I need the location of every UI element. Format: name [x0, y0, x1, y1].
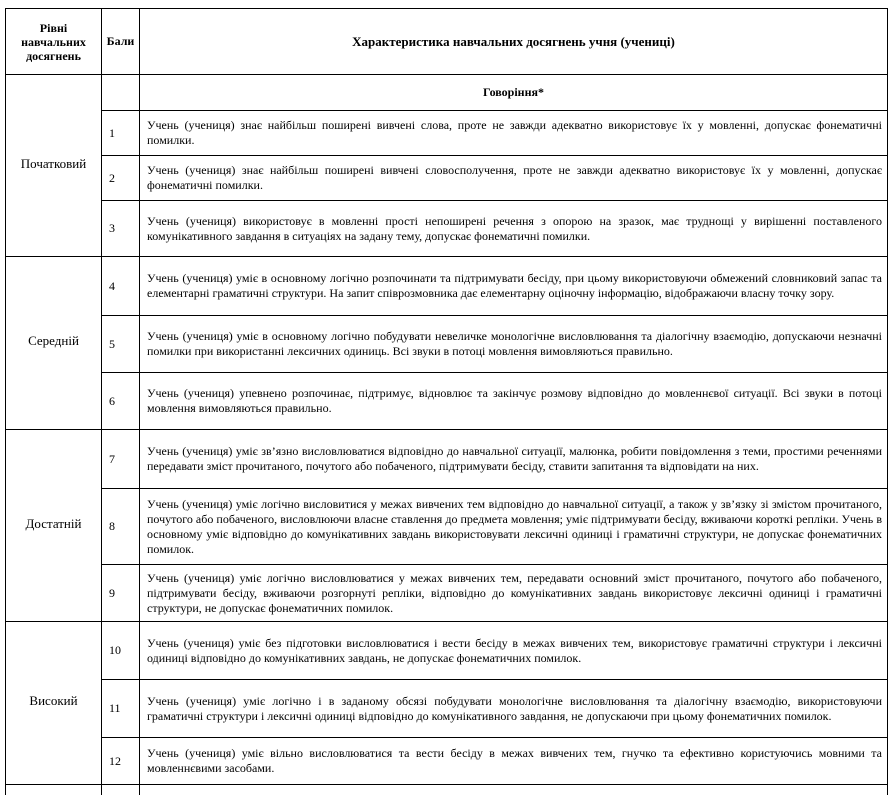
table-row: [6, 316, 888, 373]
continuation-cell: [102, 785, 140, 795]
table-row: [6, 111, 888, 156]
header-description: Характеристика навчальних досягнень учня (учениці): [140, 9, 888, 75]
score-cell: 8: [102, 489, 140, 565]
score-cell: 5: [102, 316, 140, 373]
description-cell: Учень (учениця) уміє вільно висловлюватися та вести бесіду в межах вивчених тем, гнучко та ефективно користуючись мовними та мовленнєвими засобами.: [140, 738, 888, 785]
header-score: Бали: [102, 9, 140, 75]
section-empty-cell: [102, 75, 140, 111]
header-row: [6, 9, 888, 75]
level-middle: Середній: [6, 257, 102, 430]
score-cell: 3: [102, 201, 140, 257]
table-row: [6, 489, 888, 565]
score-cell: 10: [102, 622, 140, 680]
table-row: [6, 738, 888, 785]
section-row: [6, 75, 888, 111]
score-cell: 4: [102, 257, 140, 316]
level-high: Високий: [6, 622, 102, 785]
score-cell: 1: [102, 111, 140, 156]
description-cell: Учень (учениця) знає найбільш поширені вивчені словосполучення, проте не завжди адекватно використовує їх у мовленні, допускає фонематичні помилки.: [140, 156, 888, 201]
continuation-cell: [140, 785, 888, 795]
description-cell: Учень (учениця) уміє зв’язно висловлюватися відповідно до навчальної ситуації, малюнка, робити повідомлення з теми, простими реченнями передавати зміст прочитаного, почутого або побаченого, підтримувати бесіду, ставити запитання та відповідати на них.: [140, 430, 888, 489]
header-levels: Рівні навчальних досягнень: [6, 9, 102, 75]
table-continuation-row: [6, 785, 888, 795]
score-cell: 2: [102, 156, 140, 201]
assessment-table: [5, 8, 888, 795]
description-cell: Учень (учениця) уміє в основному логічно розпочинати та підтримувати бесіду, при цьому використовуючи обмежений словниковий запас та елементарні граматичні структури. На запит співрозмовника дає елементарну оціночну інформацію, відображаючи власну точку зору.: [140, 257, 888, 316]
description-cell: Учень (учениця) використовує в мовленні прості непоширені речення з опорою на зразок, має труднощі у вирішенні поставленого комунікативного завдання в ситуаціях на задану тему, допускає фонематичні помилки.: [140, 201, 888, 257]
table-row: [6, 373, 888, 430]
table-row: [6, 201, 888, 257]
table-row: [6, 430, 888, 489]
description-cell: Учень (учениця) уміє логічно висловлюватися у межах вивчених тем, передавати основний зміст прочитаного, почутого або побаченого, підтримувати бесіду, вживаючи розгорнуті репліки, відповідно до комунікативних завдань використовує лексичні одиниці і граматичні структури, не допускає фонематичних помилок.: [140, 565, 888, 622]
table-row: [6, 257, 888, 316]
table-row: [6, 622, 888, 680]
description-cell: Учень (учениця) уміє в основному логічно побудувати невеличке монологічне висловлювання та діалогічну взаємодію, допускаючи незначні помилки при використанні лексичних одиниць. Всі звуки в потоці мовлення вимовляються правильно.: [140, 316, 888, 373]
description-cell: Учень (учениця) знає найбільш поширені вивчені слова, проте не завжди адекватно використовує їх у мовленні, допускає фонематичні помилки.: [140, 111, 888, 156]
level-sufficient: Достатній: [6, 430, 102, 622]
score-cell: 11: [102, 680, 140, 738]
score-cell: 12: [102, 738, 140, 785]
continuation-cell: [6, 785, 102, 795]
description-cell: Учень (учениця) уміє логічно висловитися у межах вивчених тем відповідно до навчальної ситуації, а також у зв’язку зі змістом прочитаного, почутого або побаченого, висловлюючи власне ставлення до предмета мовлення; уміє підтримувати бесіду, вживаючи короткі репліки. Учень в основному уміє відповідно до комунікативних завдань використовувати лексичні одиниці і граматичні структури, не допускає фонематичних помилок.: [140, 489, 888, 565]
description-cell: Учень (учениця) упевнено розпочинає, підтримує, відновлює та закінчує розмову відповідно до мовленнєвої ситуації. Всі звуки в потоці мовлення вимовляються правильно.: [140, 373, 888, 430]
score-cell: 6: [102, 373, 140, 430]
score-cell: 9: [102, 565, 140, 622]
score-cell: 7: [102, 430, 140, 489]
description-cell: Учень (учениця) уміє без підготовки висловлюватися і вести бесіду в межах вивчених тем, використовує граматичні структури і лексичні одиниці відповідно до комунікативних завдань, не допускає фонематичних помилок.: [140, 622, 888, 680]
table-row: [6, 156, 888, 201]
level-initial: Початковий: [6, 75, 102, 257]
table-row: [6, 565, 888, 622]
section-title: Говоріння*: [140, 75, 888, 111]
description-cell: Учень (учениця) уміє логічно і в заданому обсязі побудувати монологічне висловлювання та діалогічну взаємодію, використовуючи граматичні структури і лексичні одиниці відповідно до комунікативного завдання, не допускаючи при цьому фонематичних помилок.: [140, 680, 888, 738]
table-row: [6, 680, 888, 738]
